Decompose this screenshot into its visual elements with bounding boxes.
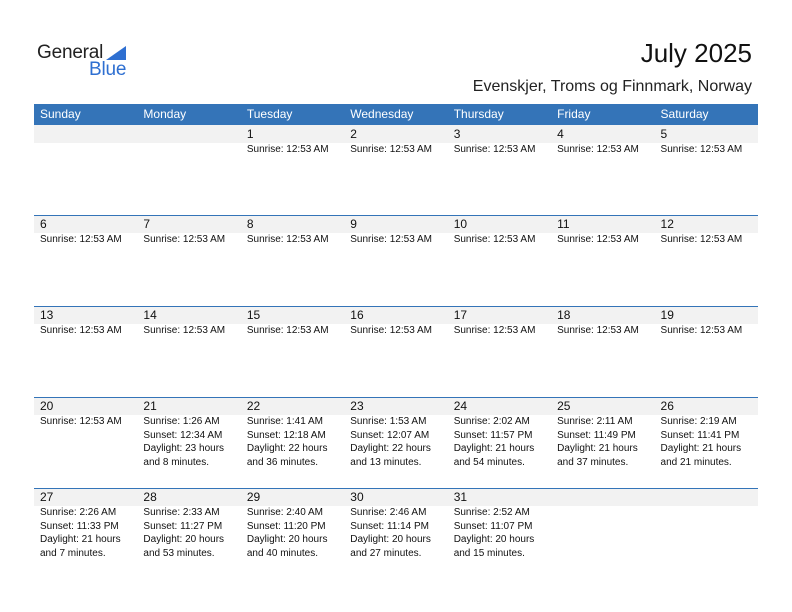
day-info-line: Daylight: 21 hours — [40, 534, 121, 545]
day-info-line: Sunrise: 12:53 AM — [246, 144, 329, 155]
day-number: 5 — [660, 127, 668, 141]
day-sun-info — [40, 324, 137, 338]
logo — [37, 42, 147, 82]
day-info-line: Daylight: 20 hours — [350, 534, 431, 545]
calendar-weeks — [34, 125, 758, 569]
day-number: 31 — [453, 490, 468, 504]
day-info-line: Sunrise: 12:53 AM — [143, 234, 226, 245]
day-cell — [241, 216, 344, 247]
day-info-line: Sunset: 11:57 PM — [453, 429, 533, 441]
empty-day-cell — [34, 125, 137, 157]
day-sun-info — [350, 324, 447, 338]
day-number: 23 — [350, 399, 364, 413]
day-info-line: Sunset: 11:33 PM — [40, 520, 119, 532]
week-cells — [34, 307, 758, 338]
day-number: 25 — [557, 399, 571, 413]
day-info-line: Sunrise: 2:19 AM — [660, 416, 737, 427]
day-sun-info — [350, 143, 447, 157]
day-info-line: and 8 minutes. — [143, 456, 210, 468]
day-info-line: and 53 minutes. — [143, 547, 215, 559]
day-number: 1 — [246, 127, 254, 141]
day-info-line: Sunrise: 2:40 AM — [246, 507, 323, 518]
day-info-line: Sunset: 12:18 AM — [246, 429, 326, 441]
day-sun-info — [661, 143, 758, 157]
logo-text-blue: Blue — [89, 59, 127, 80]
day-number: 6 — [40, 217, 47, 231]
weekday-wednesday: Wednesday — [350, 107, 414, 121]
day-sun-info — [247, 143, 344, 157]
day-sun-info — [661, 415, 758, 469]
day-sun-info — [454, 143, 551, 157]
day-info-line: Sunset: 12:34 AM — [143, 429, 223, 441]
day-info-line: Sunrise: 12:53 AM — [557, 144, 639, 155]
day-cell — [655, 398, 758, 469]
day-info-line: Sunrise: 12:53 AM — [660, 325, 743, 336]
day-cell — [137, 307, 240, 338]
day-number: 12 — [660, 217, 674, 231]
day-number: 15 — [246, 308, 261, 322]
day-number: 4 — [557, 127, 564, 141]
day-info-line: and 36 minutes. — [246, 456, 319, 468]
day-info-line: Sunrise: 1:26 AM — [143, 416, 220, 427]
weekday-friday: Friday — [557, 107, 591, 121]
week-row — [34, 397, 758, 488]
weekday-saturday: Saturday — [660, 107, 709, 121]
day-number: 9 — [350, 217, 357, 231]
day-sun-info — [40, 415, 137, 429]
day-info-line: and 54 minutes. — [453, 456, 525, 468]
day-info-line: Daylight: 21 hours — [660, 443, 742, 454]
day-info-line: and 13 minutes. — [350, 456, 422, 468]
day-sun-info — [350, 415, 447, 469]
day-sun-info — [661, 324, 758, 338]
day-info-line: Sunrise: 12:53 AM — [246, 325, 329, 336]
day-info-line: Daylight: 23 hours — [143, 443, 225, 454]
day-sun-info — [661, 233, 758, 247]
day-info-line: Sunrise: 12:53 AM — [453, 325, 536, 336]
day-number: 3 — [453, 127, 461, 141]
weekday-sunday: Sunday — [40, 107, 81, 121]
day-info-line: Daylight: 21 hours — [453, 443, 535, 454]
week-cells — [34, 125, 758, 157]
day-number — [40, 125, 137, 143]
day-number: 29 — [246, 490, 261, 504]
day-info-line: Daylight: 21 hours — [557, 443, 638, 454]
day-info-line: Sunrise: 12:53 AM — [453, 234, 536, 245]
empty-day-cell — [551, 489, 654, 560]
weekday-header — [34, 104, 758, 125]
day-cell — [241, 125, 344, 157]
day-cell — [551, 307, 654, 338]
day-info-line: and 7 minutes. — [40, 547, 106, 559]
day-info-line: Daylight: 20 hours — [143, 534, 225, 545]
day-number: 27 — [40, 490, 54, 504]
day-cell — [551, 216, 654, 247]
day-number: 30 — [350, 490, 364, 504]
day-cell — [655, 216, 758, 247]
weekday-tuesday: Tuesday — [246, 107, 293, 121]
day-cell — [448, 398, 551, 469]
day-number: 26 — [660, 399, 674, 413]
day-number: 21 — [143, 399, 157, 413]
day-info-line: Sunset: 11:27 PM — [143, 520, 223, 532]
day-sun-info — [454, 233, 551, 247]
day-info-line: Sunrise: 1:53 AM — [350, 416, 427, 427]
day-info-line: Sunrise: 12:53 AM — [350, 234, 432, 245]
day-number: 14 — [143, 308, 157, 322]
weekday-thursday: Thursday — [453, 107, 504, 121]
day-number: 17 — [453, 308, 468, 322]
day-info-line: Sunrise: 12:53 AM — [350, 325, 432, 336]
day-info-line: Sunrise: 12:53 AM — [660, 144, 743, 155]
day-sun-info — [40, 233, 137, 247]
day-sun-info — [247, 324, 344, 338]
day-info-line: and 21 minutes. — [660, 456, 732, 468]
day-sun-info — [247, 506, 344, 560]
day-cell — [34, 216, 137, 247]
day-cell — [344, 307, 447, 338]
day-info-line: Sunrise: 12:53 AM — [40, 416, 122, 427]
day-cell — [137, 489, 240, 560]
day-cell — [551, 398, 654, 469]
day-info-line: Daylight: 20 hours — [453, 534, 535, 545]
week-cells — [34, 216, 758, 247]
week-row — [34, 125, 758, 215]
day-number — [661, 489, 758, 506]
week-cells — [34, 398, 758, 469]
day-info-line: Sunrise: 12:53 AM — [453, 144, 536, 155]
day-info-line: Sunrise: 2:26 AM — [40, 507, 117, 518]
day-sun-info — [557, 415, 654, 469]
day-number: 16 — [350, 308, 364, 322]
day-cell — [655, 125, 758, 157]
day-cell — [448, 489, 551, 560]
day-info-line: Sunrise: 12:53 AM — [143, 325, 226, 336]
day-cell — [344, 216, 447, 247]
day-info-line: and 37 minutes. — [557, 456, 629, 468]
day-sun-info — [557, 143, 654, 157]
day-sun-info — [557, 324, 654, 338]
day-number: 10 — [453, 217, 468, 231]
day-info-line: and 40 minutes. — [246, 547, 319, 559]
week-row — [34, 488, 758, 569]
location-subtitle: Evenskjer, Troms og Finnmark, Norway — [472, 78, 752, 95]
day-cell — [241, 398, 344, 469]
day-info-line: Sunrise: 12:53 AM — [40, 234, 122, 245]
weekday-monday: Monday — [143, 107, 187, 121]
day-number: 20 — [40, 399, 54, 413]
day-info-line: and 15 minutes. — [453, 547, 525, 559]
logo-text-general: General — [37, 42, 104, 63]
day-info-line: Sunrise: 2:11 AM — [557, 416, 633, 427]
day-cell — [655, 307, 758, 338]
day-info-line: Sunset: 11:20 PM — [246, 520, 326, 532]
day-number: 11 — [557, 217, 570, 231]
day-sun-info — [247, 415, 344, 469]
empty-day-cell — [655, 489, 758, 560]
week-row — [34, 215, 758, 306]
day-info-line: Sunrise: 12:53 AM — [557, 234, 639, 245]
day-info-line: Sunrise: 12:53 AM — [660, 234, 743, 245]
day-info-line: Sunrise: 12:53 AM — [40, 325, 122, 336]
day-cell — [241, 489, 344, 560]
day-info-line: Sunrise: 12:53 AM — [246, 234, 329, 245]
day-sun-info — [143, 415, 240, 469]
day-info-line: Sunset: 11:41 PM — [660, 429, 740, 441]
day-info-line: Daylight: 20 hours — [246, 534, 328, 545]
day-cell — [448, 125, 551, 157]
day-sun-info — [454, 415, 551, 469]
day-number: 7 — [143, 217, 151, 231]
day-cell — [137, 398, 240, 469]
day-info-line: Sunset: 11:49 PM — [557, 429, 636, 441]
day-cell — [344, 398, 447, 469]
day-sun-info — [350, 506, 447, 560]
day-info-line: Sunset: 11:14 PM — [350, 520, 430, 532]
day-sun-info — [454, 506, 551, 560]
day-info-line: Daylight: 22 hours — [350, 443, 431, 454]
day-number: 24 — [453, 399, 468, 413]
day-info-line: Sunset: 11:07 PM — [453, 520, 533, 532]
day-info-line: Sunset: 12:07 AM — [350, 429, 430, 441]
day-number: 22 — [246, 399, 261, 413]
day-cell — [344, 489, 447, 560]
day-number: 8 — [246, 217, 254, 231]
day-cell — [34, 489, 137, 560]
day-info-line: Daylight: 22 hours — [246, 443, 328, 454]
day-cell — [34, 307, 137, 338]
day-number: 13 — [40, 308, 54, 322]
day-sun-info — [143, 324, 240, 338]
page-title: July 2025 — [640, 38, 752, 68]
day-number: 2 — [350, 127, 357, 141]
day-number — [143, 125, 240, 143]
day-cell — [551, 125, 654, 157]
day-info-line: Sunrise: 2:33 AM — [143, 507, 220, 518]
day-sun-info — [557, 233, 654, 247]
day-cell — [448, 216, 551, 247]
day-cell — [241, 307, 344, 338]
day-info-line: Sunrise: 2:02 AM — [453, 416, 530, 427]
day-number: 28 — [143, 490, 157, 504]
day-sun-info — [40, 506, 137, 560]
day-info-line: Sunrise: 1:41 AM — [246, 416, 323, 427]
day-sun-info — [454, 324, 551, 338]
day-number: 18 — [557, 308, 571, 322]
day-info-line: Sunrise: 12:53 AM — [557, 325, 639, 336]
day-sun-info — [247, 233, 344, 247]
week-row — [34, 306, 758, 397]
day-info-line: and 27 minutes. — [350, 547, 422, 559]
day-number — [557, 489, 654, 506]
calendar — [34, 104, 758, 569]
logo-triangle-icon — [106, 46, 126, 60]
day-info-line: Sunrise: 2:52 AM — [453, 507, 530, 518]
day-cell — [344, 125, 447, 157]
day-sun-info — [143, 506, 240, 560]
day-cell — [34, 398, 137, 469]
day-sun-info — [350, 233, 447, 247]
day-sun-info — [143, 233, 240, 247]
day-cell — [448, 307, 551, 338]
day-number: 19 — [660, 308, 674, 322]
day-info-line: Sunrise: 2:46 AM — [350, 507, 427, 518]
week-cells — [34, 489, 758, 560]
day-cell — [137, 216, 240, 247]
empty-day-cell — [137, 125, 240, 157]
day-info-line: Sunrise: 12:53 AM — [350, 144, 432, 155]
